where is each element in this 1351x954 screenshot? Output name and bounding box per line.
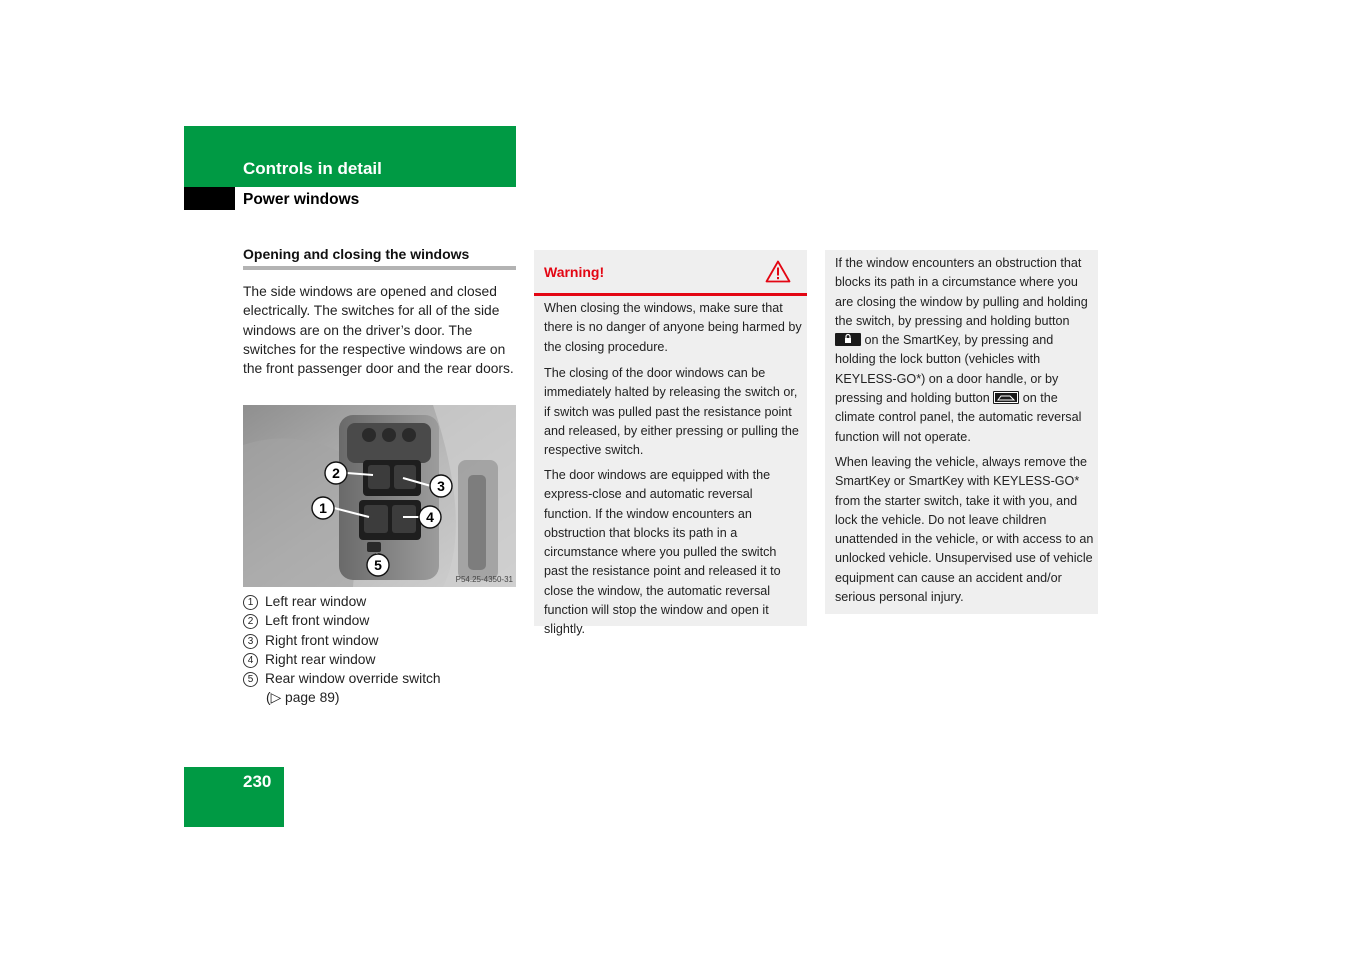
info-paragraph (835, 254, 1095, 447)
subheading-rule (243, 266, 516, 270)
legend-item (243, 611, 523, 630)
warning-paragraph: The closing of the door windows can be immediately halted by releasing the switch or, if switch was pulled past the resistance point and released, by either pressing or pulling the respective switch. (544, 366, 799, 458)
figure-callout-3 (430, 475, 452, 497)
lock-key-icon (835, 333, 861, 346)
section-title: Power windows (243, 191, 360, 208)
info-text: If the window encounters an obstruction that blocks its path in a circumstance where you are closing the window by pulling and holding the switch, by pressing and holding button (835, 256, 1088, 328)
info-text: on the climate control panel, the automatic reversal function will not operate. (835, 391, 1082, 444)
window-switch-photo (243, 405, 516, 587)
legend-number: 1 (243, 595, 258, 610)
figure-code: P54.25-4350-31 (455, 575, 513, 584)
section-marker (184, 187, 235, 210)
intro-paragraph: The side windows are opened and closed electrically. The switches for all of the side windows are on the driver’s door. The switches for the respective windows are on the front passenger door and the rear doors. (243, 284, 514, 377)
legend-label: Rear window override switch (265, 671, 441, 687)
figure-callout-5 (367, 554, 389, 576)
legend-number: 3 (243, 634, 258, 649)
subheading: Opening and closing the windows (243, 246, 470, 262)
svg-text:4: 4 (426, 509, 434, 525)
svg-text:5: 5 (374, 557, 382, 573)
figure-callout-2 (325, 462, 347, 484)
warning-paragraph: When closing the windows, make sure that there is no danger of anyone being harmed by the closing procedure. (544, 301, 802, 354)
legend-item (243, 592, 523, 611)
chapter-title: Controls in detail (243, 159, 382, 178)
legend-label: Left rear window (265, 594, 367, 609)
info-text: on the SmartKey, by pressing and holding the lock button (vehicles with KEYLESS-GO*) on a door handle, or by pressing and holding button (835, 333, 1059, 406)
legend-number: 4 (243, 653, 258, 668)
legend-number: 5 (243, 672, 258, 687)
figure-callout-4 (419, 506, 441, 528)
svg-text:1: 1 (319, 500, 327, 516)
page-reference-link[interactable]: (▷ page 89) (266, 690, 340, 706)
legend-number: 2 (243, 614, 258, 629)
legend-label: Right rear window (265, 651, 376, 667)
legend-label: Left front window (265, 613, 370, 629)
svg-text:3: 3 (437, 478, 445, 494)
page-number: 230 (243, 772, 272, 791)
legend-item (243, 650, 523, 669)
warning-title: Warning! (544, 264, 605, 280)
warning-box (534, 250, 807, 637)
legend-item (243, 669, 523, 688)
figure-legend (243, 592, 523, 708)
window-switch-figure (243, 405, 516, 587)
legend-page-ref[interactable] (243, 688, 523, 707)
convenience-close-icon (993, 391, 1019, 404)
svg-text:2: 2 (332, 465, 340, 481)
figure-callout-1 (312, 497, 334, 519)
info-paragraph: When leaving the vehicle, always remove the SmartKey or SmartKey with KEYLESS-GO* from the starter switch, take it with you, and lock the vehicle. Do not leave children unattended in the vehicle, or with access to an unlocked vehicle. Unsupervised use of vehicle equipment can cause an accident and/or serious personal injury. (835, 455, 1094, 605)
warning-paragraph: The door windows are equipped with the express-close and automatic reversal function. If the window encounters an obstruction that blocks its path in a circumstance where you pulled the switch past the resistance point and released it to close the window, the automatic reversal function will stop the window and open it slightly. (544, 468, 781, 637)
warning-triangle-icon (765, 260, 791, 283)
legend-label: Right front window (265, 632, 379, 648)
info-box (825, 250, 1098, 614)
warning-header (534, 250, 807, 296)
legend-item (243, 631, 523, 650)
